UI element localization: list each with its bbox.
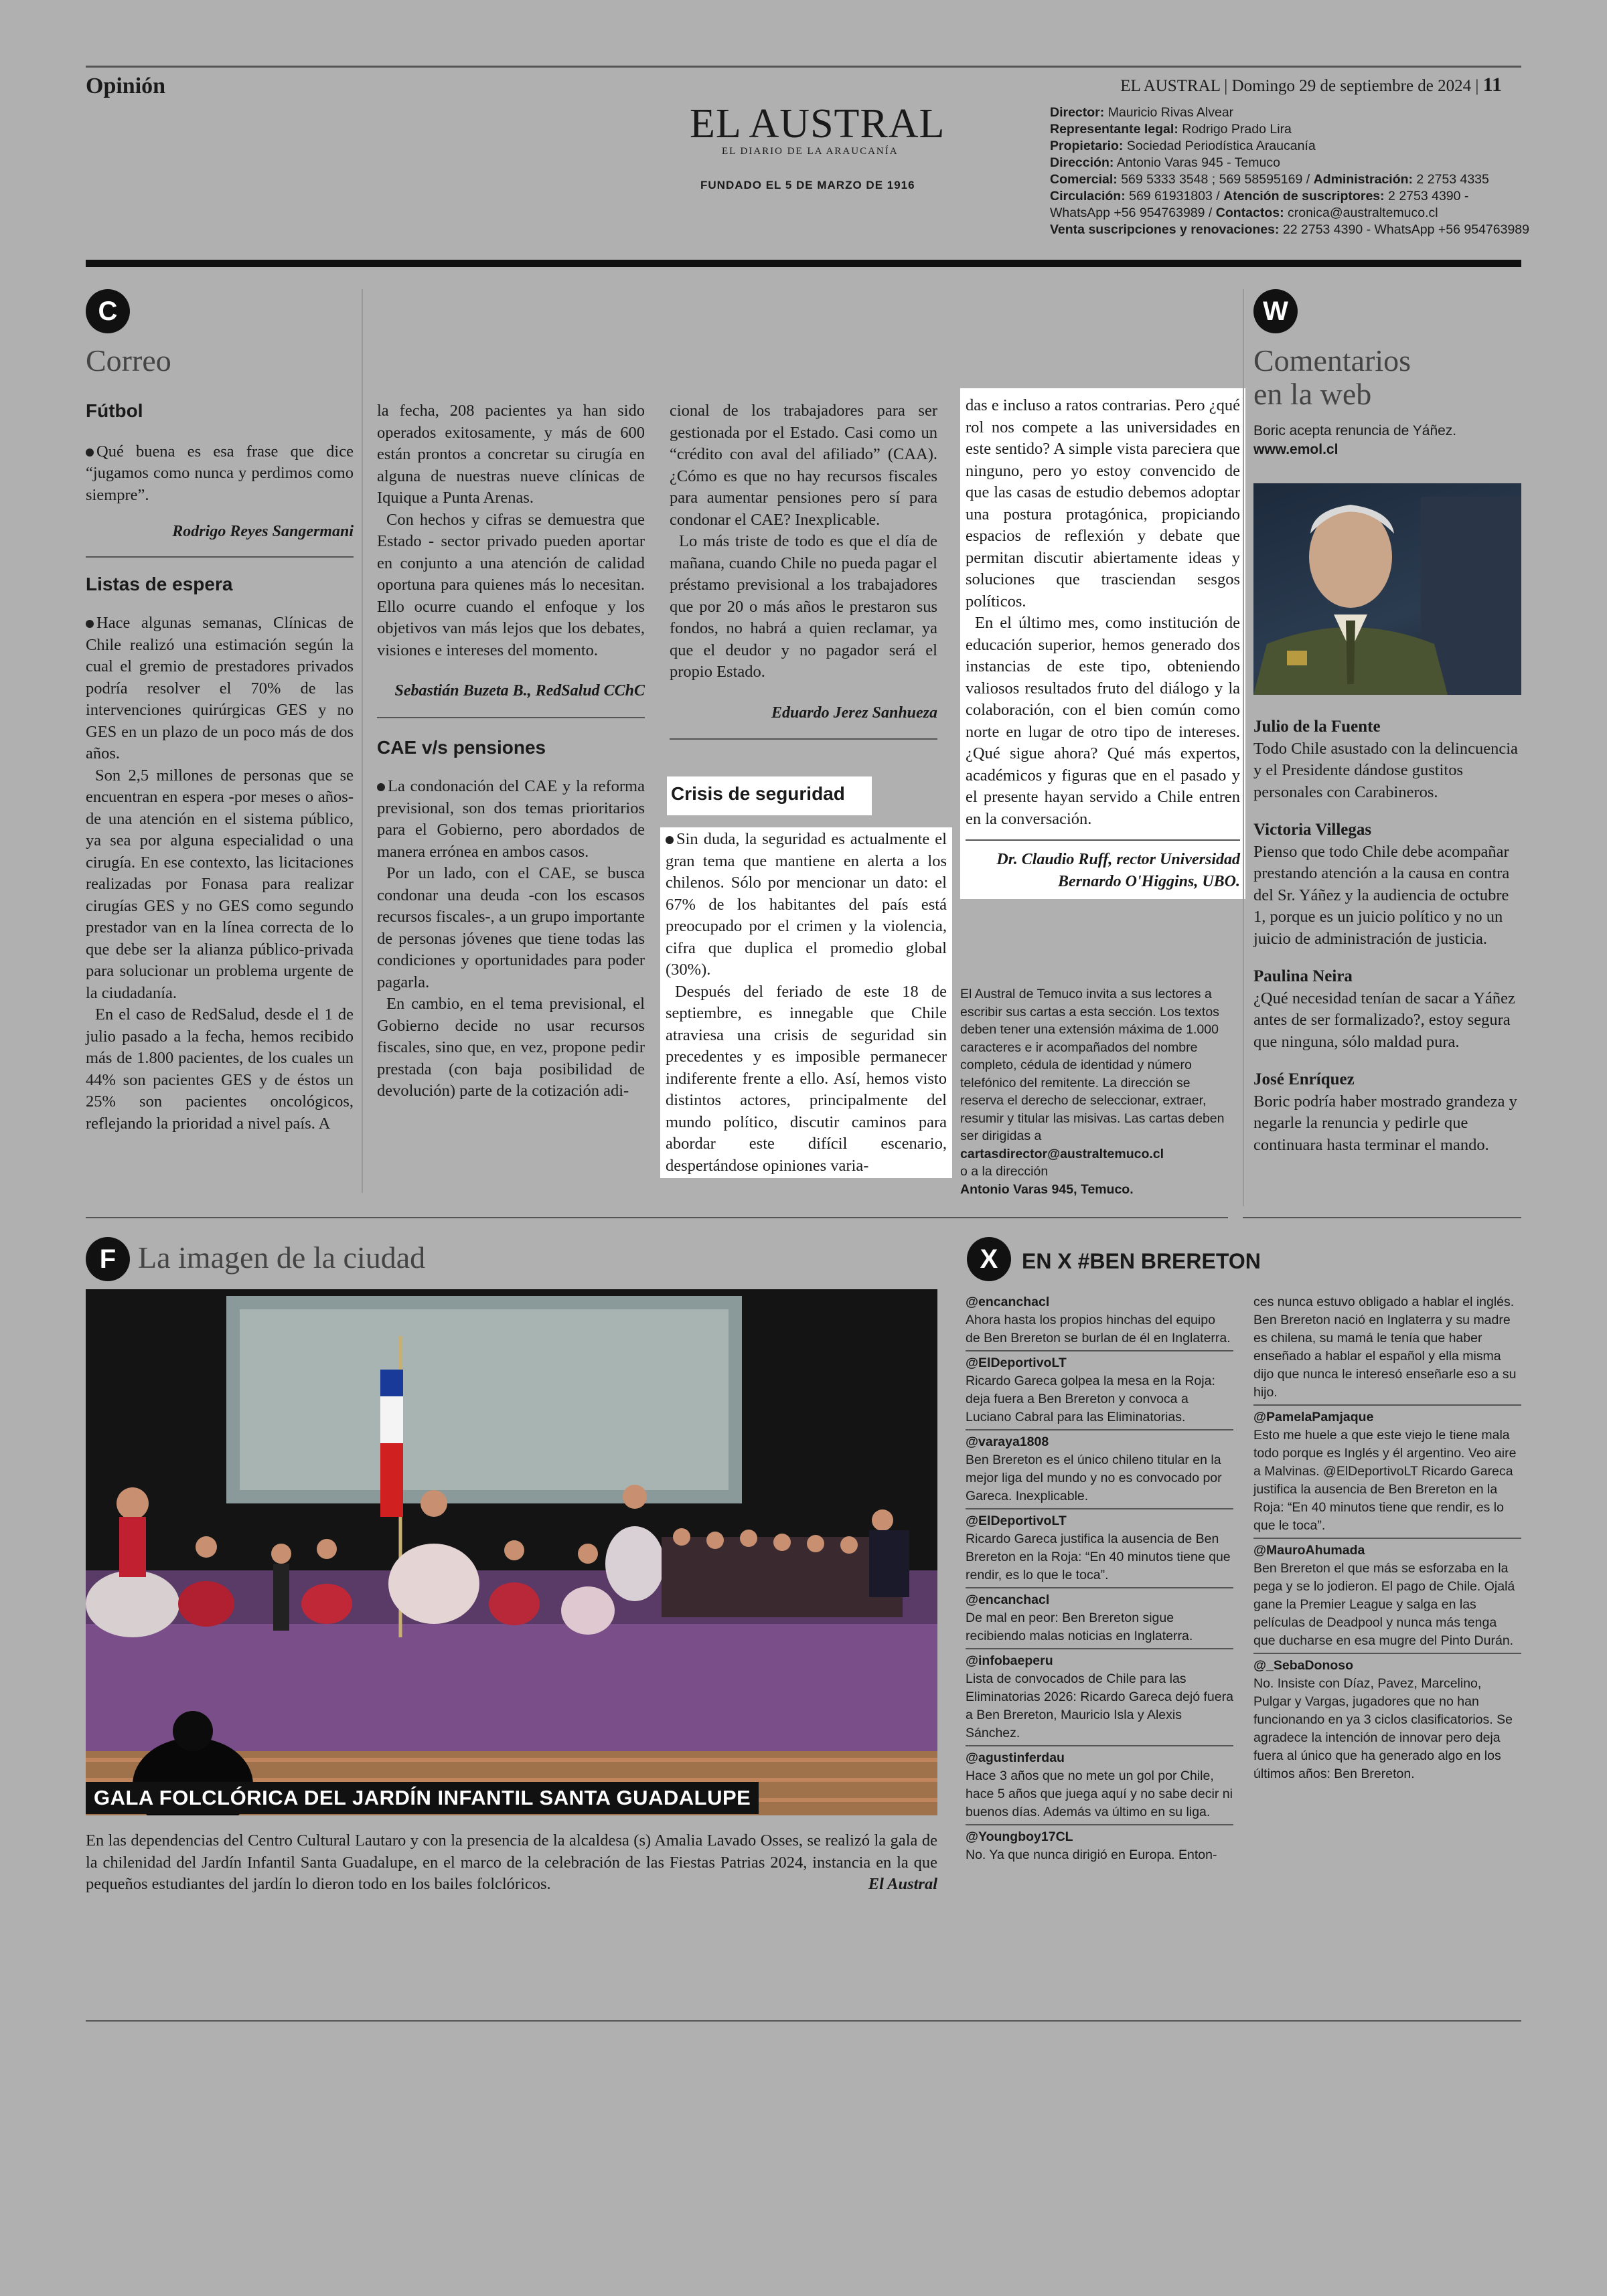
correo-column-1 (86, 400, 354, 1135)
bullet-icon (666, 836, 674, 844)
tweet-handle[interactable]: @encanchacl (966, 1592, 1050, 1607)
staff-line: Director: Mauricio Rivas Alvear (1050, 105, 1234, 120)
letter-text: En cambio, en el tema previsional, el Gobierno decide no usar recursos fiscales, sino que, en vez, propone pedir prestada (con baja posibilidad de devolución) parte de la cotización adi- (377, 995, 645, 1100)
staff-line: Dirección: Antonio Varas 945 - Temuco (1050, 155, 1280, 170)
x-title: EN X #BEN BRERETON (1022, 1249, 1261, 1273)
tweet (1253, 1657, 1521, 1783)
tweet-handle[interactable]: @_SebaDonoso (1253, 1658, 1354, 1673)
letters-info-text: El Austral de Temuco invita a sus lectores a escribir sus cartas a esta sección. Los textos deben tener una extensión máxima de 1.000 caracteres e ir acompañados del nombre completo, cédula de identidad y número telefónico del remitente. La dirección se reserva el derecho de seleccionar, extraer, resumir y titular las misivas. Las cartas deben ser dirigidas a (960, 987, 1225, 1143)
web-subtitle-box (1253, 422, 1456, 459)
tweet-handle[interactable]: @infobaeperu (966, 1653, 1053, 1668)
staff-line: Venta suscripciones y renovaciones: 22 2753 4390 - WhatsApp +56 954763989 (1050, 222, 1529, 237)
x-column-2 (1253, 1293, 1521, 1783)
letter-heading-futbol: Fútbol (86, 400, 143, 421)
web-title: Comentarios en la web (1253, 343, 1411, 411)
tweet-text: Lista de convocados de Chile para las Eliminatorias 2026: Ricardo Gareca dejó fuera a Ben Brereton, Mauricio Isla y Alexis Sánchez. (966, 1671, 1233, 1740)
footer-rule (86, 2020, 1521, 2022)
stage-illustration (86, 1289, 937, 1815)
letter-signature: Dr. Claudio Ruff, rector Universidad Bernardo O'Higgins, UBO. (996, 851, 1240, 890)
city-title: La imagen de la ciudad (138, 1240, 426, 1275)
letters-info-box (960, 985, 1235, 1198)
letters-address: Antonio Varas 945, Temuco. (960, 1181, 1134, 1197)
tweet (966, 1828, 1233, 1864)
letter-text: En el caso de RedSalud, desde el 1 de julio pasado a la fecha, hemos recibido más de 1.800 pacientes, de los cuales un 44% son pacientes GES y de éstos un 25% son pacientes oncológicos, reflejando la prioridad a nivel país. A (86, 1005, 354, 1133)
web-site-link[interactable]: www.emol.cl (1253, 442, 1338, 457)
web-comments-list (1253, 716, 1521, 1156)
tweet-text: Hace 3 años que no mete un gol por Chile, hace 5 años que juega aquí y no sabe decir ni buenos días. Además va último en su liga. (966, 1769, 1233, 1819)
tweet (966, 1591, 1233, 1645)
section-divider (1243, 1217, 1521, 1218)
tweet-handle[interactable]: @ElDeportivoLT (966, 1356, 1067, 1370)
letter-text: cional de los trabajadores para ser gestionada por el Estado. Casi como un “crédito con aval del afiliado” (CAA). ¿Cómo es que no hay recursos fiscales para aumentar pensiones pero sí para condonar el CAE? Inexplicable. (670, 402, 937, 529)
web-comment: Victoria Villegas Pienso que todo Chile debe acompañar prestando atención a la causa en contra del Sr. Yáñez y la audiencia de octubre 1, porque es un juicio político y no un juicio de administración de justicia. (1253, 821, 1510, 948)
web-comment: Julio de la Fuente Todo Chile asustado con la delincuencia y el Presidente dándose gustitos personales con Carabineros. (1253, 718, 1518, 801)
bullet-icon (86, 448, 94, 457)
header-thick-rule (86, 260, 1521, 267)
tweet-text: Ricardo Gareca justifica la ausencia de Ben Brereton en la Roja: “En 40 minutos tiene que rendir, es lo que le toca”. (966, 1532, 1231, 1582)
header-top-rule (86, 66, 1521, 68)
tweet-continuation: ces nunca estuvo obligado a hablar el inglés. Ben Brereton nació en Inglaterra y su madre es chilena, su mamá le tenía que haber enseñado a hablar el español y ella misma dijo que nunca le interesó enseñarle eso a su hijo. (1253, 1295, 1517, 1400)
column-divider (362, 289, 363, 1193)
city-badge: F (86, 1237, 130, 1281)
city-photo (86, 1289, 937, 1815)
letter-text: Sin duda, la seguridad es actualmente el gran tema que mantiene en alerta a los chilenos. Sólo por mencionar un dato: el 67% de los habitantes del país está preocupado por el crimen y la violencia, cifra que duplica el promedio global (30%). (666, 830, 947, 979)
staff-line: Comercial: 569 5333 3548 ; 569 58595169 / Administración: 2 2753 4335 (1050, 172, 1489, 187)
staff-box (1050, 104, 1532, 238)
letter-text: Son 2,5 millones de personas que se encuentran en espera -por meses o años- de una atención en el sistema público, ya sea por alguna especialidad o una cirugía. En ese contexto, las licitaciones realizadas por Fonasa para realizar cirugías GES y no GES como segundo prestador van en la línea correcta de lo que debe ser la alianza público-privada para solucionar un problema urgente de la ciudadanía. (86, 766, 354, 1002)
staff-line: Propietario: Sociedad Periodística Araucanía (1050, 139, 1316, 153)
newspaper-logo-sub: EL DIARIO DE LA ARAUCANÍA (722, 146, 899, 157)
web-comment: Paulina Neira ¿Qué necesidad tenían de sacar a Yáñez antes de ser formalizado?, estoy segura que ninguna, sólo maldad pura. (1253, 967, 1515, 1051)
letter-text: En el último mes, como institución de educación superior, hemos generado dos instancias de este tipo, obteniendo valiosos resultados fruto del diálogo y la colaboración, con el bien común como norte en lugar de otro tipo de intereses. ¿Qué sigue ahora? Qué más expertos, académicos y figuras que en el pasado y el presente hayan servido a Chile entren en la conversación. (966, 614, 1240, 828)
letter-text: Después del feriado de este 18 de septiembre, es innegable que Chile atraviesa una crisis de seguridad sin precedentes y es imposible permanecer indiferente frente a ello. Así, hemos visto distintos actores, principalmente del mundo político, discutir caminos para abordar este difícil escenario, despertándose opiniones varia- (666, 982, 947, 1175)
city-caption: En las dependencias del Centro Cultural Lautaro y con la presencia de la alcaldesa (s) Amalia Lavado Osses, se realizó la gala de la chilenidad del Jardín Infantil Santa Guadalupe, en el marco de la celebración de las Fiestas Patrias 2024, instancia en la que pequeños estudiantes del jardín lo dieron todo en los bailes folclóricos. El Austral (86, 1830, 937, 1896)
dateline (1120, 74, 1502, 96)
caption-credit: El Austral (868, 1875, 937, 1893)
tweet-text: Esto me huele a que este viejo le tiene mala todo porque es Inglés y él argentino. Veo aire a Malvinas. @ElDeportivoLT Ricardo Gareca justifica la ausencia de Ben Brereton en la Roja: “En 40 minutos tiene que rendir, es lo que le toca”. (1253, 1428, 1517, 1533)
x-badge: X (967, 1237, 1011, 1281)
crisis-heading-box (667, 776, 872, 815)
correo-column-3 (670, 400, 937, 740)
tweet-text: Ben Brereton es el único chileno titular en la mejor liga del mundo y no es convocado por Gareca. Inexplicable. (966, 1453, 1222, 1503)
web-badge: W (1253, 289, 1298, 333)
web-photo (1253, 483, 1521, 695)
tweet-handle[interactable]: @MauroAhumada (1253, 1543, 1365, 1558)
correo-column-2 (377, 400, 645, 1102)
letter-text: Lo más triste de todo es que el día de mañana, cuando Chile no pueda pagar el préstamo previsional a los trabajadores que por 20 o más años le prestaron sus fondos, no habrá a quien reclamar, ya que el deudor y no pagador será el propio Estado. (670, 532, 937, 681)
tweet (966, 1749, 1233, 1821)
dateline-text: EL AUSTRAL | Domingo 29 de septiembre de 2024 | (1120, 77, 1479, 95)
correo-title: Correo (86, 343, 171, 378)
letter-text: das e incluso a ratos contrarias. Pero ¿qué rol nos compete a las universidades en este sentido? A simple vista pareciera que ninguno, pero yo estoy convencido de que las casas de estudio debemos adoptar una postura protagónica, propiciando espacios de reflexión y debate que permitan discutir abiertamente ideas y soluciones que trasciendan sesgos políticos. (966, 396, 1240, 610)
tweet-text: No. Insiste con Díaz, Pavez, Marcelino, Pulgar y Vargas, jugadores que no han funcionando en ya 3 ciclos clasificatorios. Se agradece la intención de innovar pero deja fuera al único que ha generado algo en los últimos años: Ben Brereton. (1253, 1676, 1513, 1781)
tweet-handle[interactable]: @ElDeportivoLT (966, 1513, 1067, 1528)
tweet-text: Ahora hasta los propios hinchas del equipo de Ben Brereton se burlan de él en Inglaterra. (966, 1313, 1231, 1345)
letter-heading-cae: CAE v/s pensiones (377, 736, 546, 758)
letter-text: Por un lado, con el CAE, se busca condonar una deuda -con los escasos recursos fiscales-, a un grupo importante de personas jóvenes que tiene todas las condiciones y oportunidades para poder pagarla. (377, 864, 645, 991)
letter-text: La condonación del CAE y la reforma previsional, son dos temas prioritarios para el Gobierno, pero abordados de manera errónea en ambos casos. (377, 777, 645, 861)
tweet (966, 1293, 1233, 1347)
portrait-illustration (1253, 483, 1521, 695)
newspaper-logo: EL AUSTRAL (690, 101, 945, 147)
web-subtitle: Boric acepta renuncia de Yáñez. (1253, 423, 1457, 438)
letter-signature: Sebastián Buzeta B., RedSalud CChC (394, 682, 645, 700)
page-number: 11 (1482, 74, 1502, 96)
web-comment: José Enríquez Boric podría haber mostrado grandeza y negarle la renuncia y pedirle que continuara hasta terminar el mando. (1253, 1070, 1517, 1154)
letter-signature: Rodrigo Reyes Sangermani (172, 523, 354, 540)
tweet (966, 1433, 1233, 1505)
bullet-icon (377, 783, 385, 791)
tweet-handle[interactable]: @varaya1808 (966, 1434, 1049, 1449)
staff-line: WhatsApp +56 954763989 / Contactos: cronica@australtemuco.cl (1050, 206, 1438, 220)
tweet (966, 1652, 1233, 1742)
staff-line: Representante legal: Rodrigo Prado Lira (1050, 122, 1292, 137)
staff-line: Circulación: 569 61931803 / Atención de suscriptores: 2 2753 4390 - (1050, 189, 1469, 203)
tweet-text: Ricardo Gareca golpea la mesa en la Roja: deja fuera a Ben Brereton y convoca a Luciano Cabral para las Eliminatorias. (966, 1374, 1215, 1424)
tweet (1253, 1408, 1521, 1535)
tweet-text: Ben Brereton el que más se esforzaba en la pega y se lo jodieron. El pago de Chile. Ojalá gane la Premier League y salga en las películas de Deadpool y nunca más tenga que ducharse en esa mugre del Pinto Durán. (1253, 1561, 1515, 1648)
letters-info-or: o a la dirección (960, 1164, 1049, 1179)
correo-column-4 (960, 388, 1245, 899)
founded-date: FUNDADO EL 5 DE MARZO DE 1916 (700, 179, 915, 191)
tweet-handle[interactable]: @Youngboy17CL (966, 1829, 1073, 1844)
letter-text: Qué buena es esa frase que dice “jugamos como nunca y perdimos como siempre”. (86, 442, 354, 504)
bullet-icon (86, 620, 94, 628)
correo-badge: C (86, 289, 130, 333)
tweet-handle[interactable]: @agustinferdau (966, 1750, 1065, 1765)
section-name: Opinión (86, 74, 166, 98)
letter-text: la fecha, 208 pacientes ya han sido operados exitosamente, y más de 600 están prontos a concretar su cirugía en alguna de nuestras nueve clínicas de Iquique a Punta Arenas. (377, 402, 645, 507)
column-divider (1243, 289, 1244, 1206)
tweet (966, 1354, 1233, 1426)
x-column-1 (966, 1293, 1233, 1864)
tweet-handle[interactable]: @encanchacl (966, 1295, 1050, 1309)
tweet-text: De mal en peor: Ben Brereton sigue recibiendo malas noticias en Inglaterra. (966, 1611, 1193, 1643)
tweet-handle[interactable]: @PamelaPamjaque (1253, 1410, 1374, 1424)
letter-signature: Eduardo Jerez Sanhueza (771, 704, 937, 722)
section-divider (86, 1217, 1228, 1218)
tweet-text: No. Ya que nunca dirigió en Europa. Enton- (966, 1848, 1217, 1862)
letter-heading-listas: Listas de espera (86, 573, 233, 594)
crisis-letter-box (660, 827, 952, 1178)
tweet (966, 1512, 1233, 1584)
letter-text: Con hechos y cifras se demuestra que Estado - sector privado pueden aportar en conjunto a una atención de calidad oportuna para quienes más lo necesitan. Ello ocurre cuando el enfoque y los objetivos van más lejos que los debates, visiones e intereses del momento. (377, 510, 645, 659)
tweet (1253, 1542, 1521, 1650)
letter-heading-crisis: Crisis de seguridad (671, 783, 845, 804)
photo-label: GALA FOLCLÓRICA DEL JARDÍN INFANTIL SANTA GUADALUPE (86, 1782, 759, 1814)
letters-email[interactable]: cartasdirector@australtemuco.cl (960, 1146, 1164, 1161)
letter-text: Hace algunas semanas, Clínicas de Chile realizó una estimación según la cual el gremio de prestadores privados podría resolver el 70% de las intervenciones quirúrgicas GES y no GES en un plazo de un poco más de dos años. (86, 614, 354, 762)
